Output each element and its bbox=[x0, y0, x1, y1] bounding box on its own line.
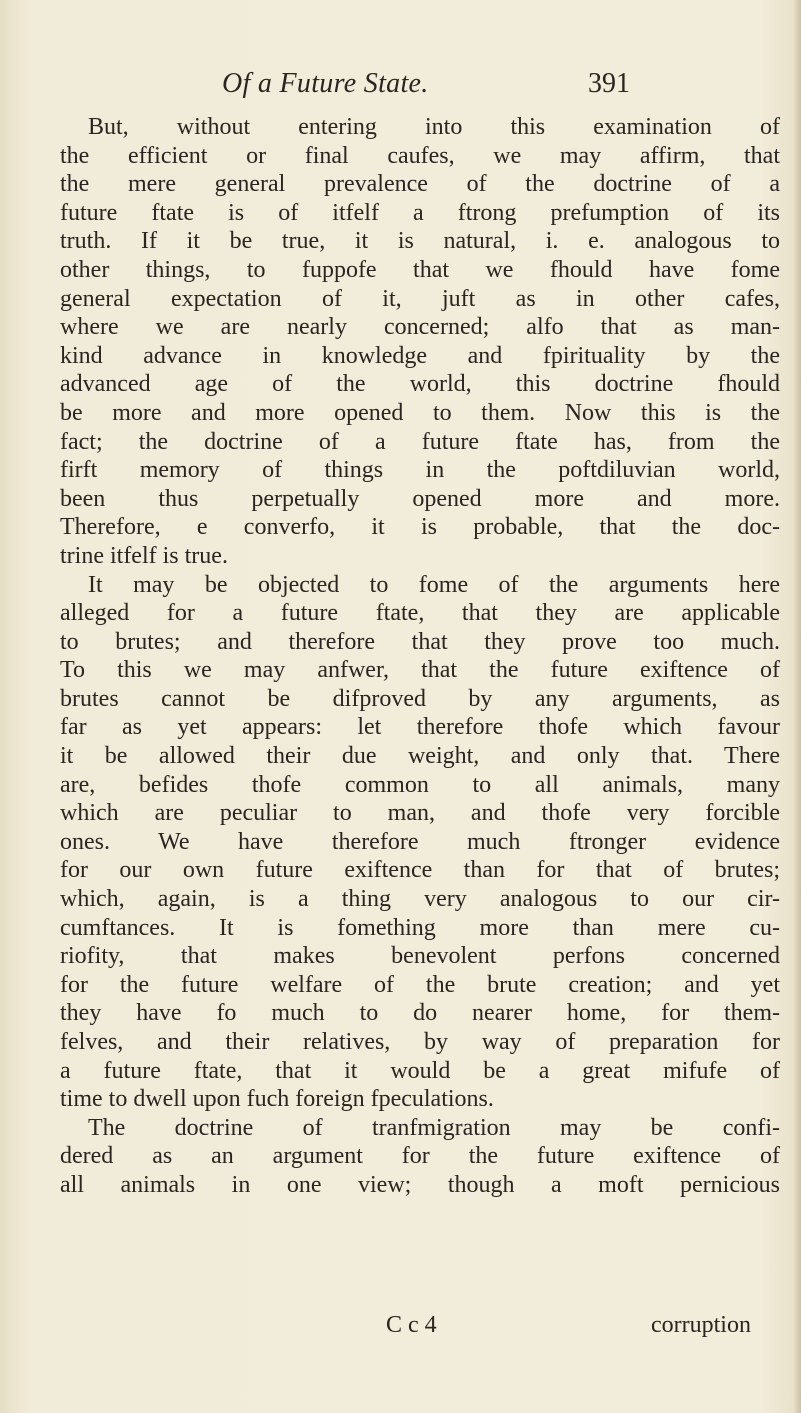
text-line: truth. If it be true, it is natural, i. e. analogous to bbox=[60, 228, 780, 255]
text-line: to brutes; and therefore that they prove too much. bbox=[60, 628, 780, 655]
text-line: a future ftate, that it would be a great mifufe of bbox=[60, 1057, 780, 1084]
text-line: future ftate is of itfelf a ftrong prefumption of its bbox=[60, 199, 780, 226]
text-line: the efficient or final caufes, we may affirm, that bbox=[60, 142, 780, 169]
text-line: To this we may anfwer, that the future exiftence of bbox=[60, 657, 780, 684]
text-line: The doctrine of tranfmigration may be confi- bbox=[88, 1114, 780, 1141]
text-line: are, befides thofe common to all animals, many bbox=[60, 771, 780, 798]
text-line: dered as an argument for the future exiftence of bbox=[60, 1143, 780, 1170]
running-head: Of a Future State. bbox=[222, 68, 429, 99]
text-line: firft memory of things in the poftdiluvian world, bbox=[60, 457, 780, 484]
page-edge-shadow bbox=[793, 0, 801, 1413]
text-line: riofity, that makes benevolent perfons concerned bbox=[60, 943, 780, 970]
text-line: other things, to fuppofe that we fhould have fome bbox=[60, 256, 780, 283]
text-line: they have fo much to do nearer home, for them- bbox=[60, 1000, 780, 1027]
page-number: 391 bbox=[588, 68, 630, 99]
text-line: It may be objected to fome of the arguments here bbox=[88, 571, 780, 598]
text-line: But, without entering into this examination of bbox=[88, 114, 780, 140]
text-line: for our own future exiftence than for that of brutes; bbox=[60, 857, 780, 884]
page-footer bbox=[0, 1312, 801, 1342]
text-line: be more and more opened to them. Now this is the bbox=[60, 399, 780, 426]
text-line: trine itfelf is true. bbox=[60, 542, 228, 569]
body-text bbox=[60, 113, 780, 1200]
text-line: where we are nearly concerned; alfo that as man- bbox=[60, 314, 780, 341]
text-line: ones. We have therefore much ftronger evidence bbox=[60, 828, 780, 855]
text-line: it be allowed their due weight, and only that. There bbox=[60, 743, 780, 770]
text-line: all animals in one view; though a moft pernicious bbox=[60, 1171, 780, 1198]
text-line: advanced age of the world, this doctrine fhould bbox=[60, 371, 780, 398]
text-line: alleged for a future ftate, that they are applicable bbox=[60, 600, 780, 627]
text-line: Therefore, e converfo, it is probable, that the doc- bbox=[60, 514, 780, 541]
signature-mark: C c 4 bbox=[386, 1312, 437, 1338]
text-line: brutes cannot be difproved by any arguments, as bbox=[60, 685, 780, 712]
text-line: which are peculiar to man, and thofe very forcible bbox=[60, 800, 780, 827]
text-line: general expectation of it, juft as in other cafes, bbox=[60, 285, 780, 312]
text-line: far as yet appears: let therefore thofe which favour bbox=[60, 714, 780, 741]
text-line: fact; the doctrine of a future ftate has, from the bbox=[60, 428, 780, 455]
catchword: corruption bbox=[651, 1312, 751, 1338]
text-line: kind advance in knowledge and fpirituality by the bbox=[60, 342, 780, 369]
text-line: felves, and their relatives, by way of preparation for bbox=[60, 1029, 780, 1055]
text-line: which, again, is a thing very analogous to our cir- bbox=[60, 886, 780, 913]
text-line: been thus perpetually opened more and more. bbox=[60, 485, 780, 512]
text-line: the mere general prevalence of the doctrine of a bbox=[60, 171, 780, 198]
text-line: for the future welfare of the brute creation; and yet bbox=[60, 971, 780, 998]
page-header bbox=[0, 68, 801, 108]
text-line: cumftances. It is fomething more than mere cu- bbox=[60, 914, 780, 941]
text-line: time to dwell upon fuch foreign fpeculations. bbox=[60, 1086, 494, 1113]
